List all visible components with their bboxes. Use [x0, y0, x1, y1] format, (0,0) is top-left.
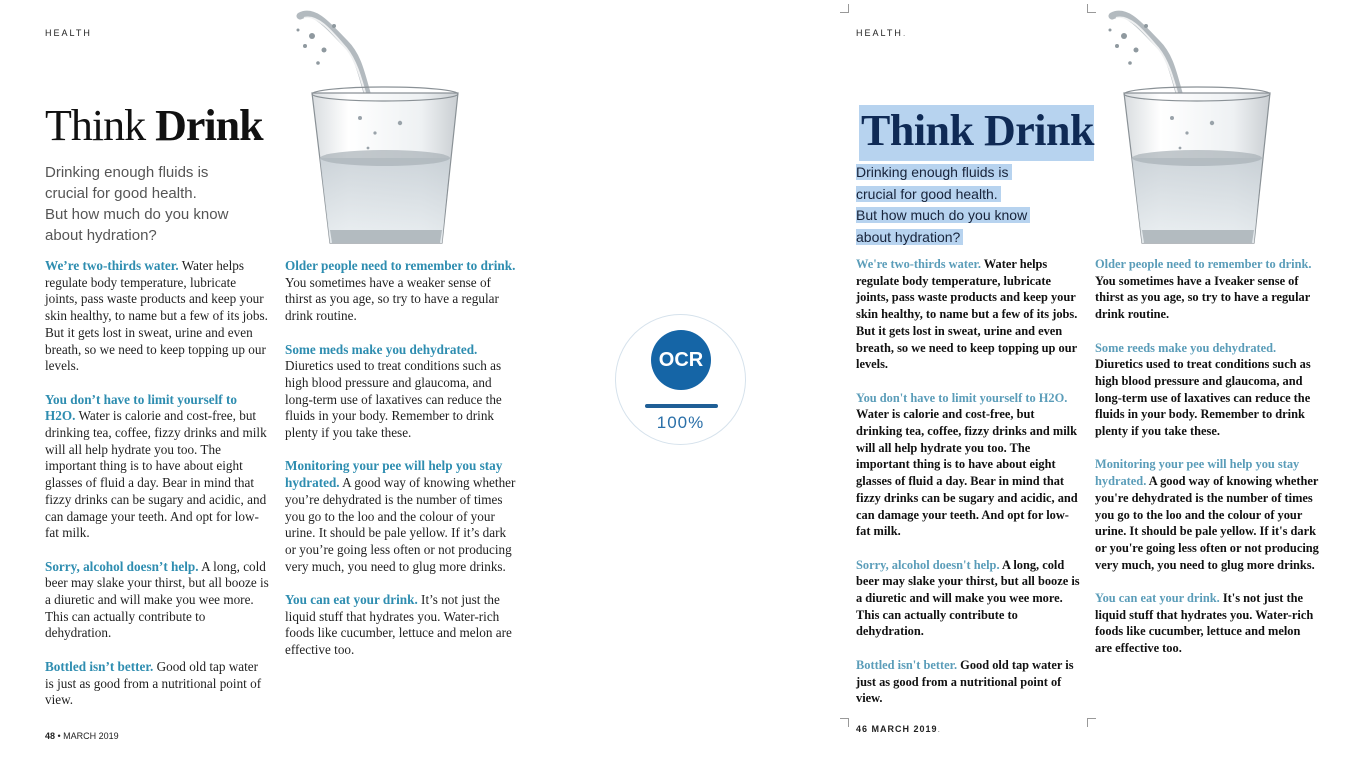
- footer-separator: •: [55, 731, 64, 741]
- page-footer: 46 MARCH 2019.: [856, 724, 942, 734]
- water-glass-image: [290, 8, 480, 253]
- intro-text: [45, 162, 265, 246]
- ocr-result-page[interactable]: [840, 0, 1359, 761]
- paragraph[interactable]: [856, 256, 1081, 373]
- water-glass-image: [1102, 8, 1292, 253]
- section-label: HEALTH.: [856, 28, 908, 38]
- selected-title-text[interactable]: Think Drink: [859, 105, 1094, 161]
- paragraph-body: Water helps regulate body temperature, lubricate joints, pass waste products and keep your skin healthy, to name but a few of its jobs. But it gets lost in sweat, urine and even breath, so we need to keep topping up our levels.: [856, 257, 1078, 372]
- ocr-progress-text: 100%: [656, 413, 705, 432]
- paragraph-heading: Some reeds make you dehydrated.: [1095, 340, 1277, 355]
- paragraph-body: A good way of knowing whether you’re dehydrated is the number of times you go to the loo and the colour of your urine. It should be pale yellow. If it’s dark or you’re going less often or not producing very much, you need to glug more drinks.: [285, 475, 516, 574]
- paragraph[interactable]: [1095, 340, 1320, 440]
- paragraph: [285, 258, 517, 325]
- paragraph-body: Diuretics used to treat conditions such as high blood pressure and glaucoma, and long-term use of laxatives can reduce the fluids in your body. Remember to drink plenty if you take these.: [285, 358, 502, 441]
- title-light: Think: [45, 101, 146, 150]
- paragraph: [285, 458, 517, 575]
- ocr-icon: OCR: [651, 330, 711, 390]
- intro-line: But how much do you know: [45, 206, 229, 223]
- paragraph-heading: Sorry, alcohol doesn't help.: [856, 557, 1000, 572]
- paragraph-heading: Monitoring your pee will help you stay hydrated.: [1095, 457, 1300, 489]
- paragraph-heading: Bottled isn’t better.: [45, 658, 154, 674]
- paragraph-heading: Older people need to remember to drink.: [285, 258, 516, 273]
- paragraph-body: A good way of knowing whether you're dehydrated is the number of times you go to the loo and the colour of your urine. It should be pale yellow. If it's dark or you're going less often or not producing very much, you need to glug more drinks.: [1095, 474, 1319, 572]
- page-title: [45, 100, 263, 151]
- intro-line[interactable]: Drinking enough fluids is: [856, 164, 1012, 180]
- paragraph-heading: You don't have to limit yourself to H2O.: [856, 390, 1068, 405]
- section-text: HEALTH: [856, 28, 903, 38]
- paragraph-body: You sometimes have a weaker sense of thirst as you age, so try to have a regular drink routine.: [285, 274, 499, 324]
- crop-mark-icon: [840, 4, 849, 13]
- paragraph[interactable]: [1095, 456, 1320, 573]
- paragraph-heading: We're two-thirds water.: [856, 257, 981, 271]
- paragraph[interactable]: [856, 390, 1081, 540]
- paragraph-body: Good old tap water is just as good from a nutritional point of view.: [856, 657, 1074, 706]
- page-footer: [45, 731, 119, 741]
- crop-mark-icon: [1087, 718, 1096, 727]
- intro-line: crucial for good health.: [45, 185, 197, 202]
- title-bold: Drink: [155, 101, 263, 150]
- footer-text: 46 MARCH 2019: [856, 724, 938, 734]
- paragraph-body: Water is calorie and cost-free, but drinking tea, coffee, fizzy drinks and milk will all help hydrate you too. The important thing is to have about eight glasses of fluid a day. Bear in mind that fizzy drinks can be sugary and acidic, and can damage your teeth. And opt for low-fat milk.: [856, 407, 1078, 539]
- paragraph-body: Good old tap water is just as good from a nutritional point of view.: [45, 658, 262, 708]
- paragraph-body: A long, cold beer may slake your thirst, but all booze is a diuretic and will make you wee more. This can actually contribute to dehydration.: [856, 557, 1080, 639]
- paragraph-heading: We’re two-thirds water.: [45, 258, 179, 273]
- ocr-column-1[interactable]: [856, 256, 1081, 724]
- paragraph-heading: Monitoring your pee will help you stay hydrated.: [285, 458, 503, 491]
- paragraph[interactable]: [856, 557, 1081, 641]
- crop-mark-icon: [1087, 4, 1096, 13]
- section-label: HEALTH: [45, 28, 92, 38]
- issue-date: MARCH 2019: [63, 731, 119, 741]
- paragraph-body: It’s not just the liquid stuff that hydrates you. Water-rich foods like cucumber, lettuce and melon are effective too.: [285, 592, 512, 658]
- paragraph-heading: You can eat your drink.: [285, 592, 418, 608]
- ocr-column-2[interactable]: [1095, 256, 1320, 674]
- paragraph-heading: You don’t have to limit yourself to H2O.: [45, 391, 237, 424]
- intro-line[interactable]: about hydration?: [856, 229, 963, 245]
- paragraph-heading: You can eat your drink.: [1095, 591, 1220, 606]
- intro-line: Drinking enough fluids is: [45, 164, 209, 181]
- original-page: [0, 0, 560, 761]
- paragraph-heading: Sorry, alcohol doesn’t help.: [45, 558, 199, 574]
- intro-line: about hydration?: [45, 227, 157, 244]
- paragraph: [45, 258, 270, 375]
- paragraph[interactable]: [1095, 590, 1320, 657]
- selected-intro-text[interactable]: [856, 162, 1030, 248]
- paragraph: [45, 659, 270, 709]
- paragraph[interactable]: [856, 657, 1081, 707]
- paragraph: [285, 342, 517, 442]
- page-number: 48: [45, 731, 56, 741]
- paragraph-body: Water is calorie and cost-free, but drinking tea, coffee, fizzy drinks and milk will all help hydrate you too. The important thing is to have about eight glasses of fluid a day. Bear in mind that fizzy drinks can be sugary and acidic, and can damage your teeth. And opt for low-fat milk.: [45, 408, 267, 541]
- paragraph-body: Water helps regulate body temperature, lubricate joints, pass waste products and keep your skin healthy, to name but a few of its jobs. But it gets lost in sweat, urine and even breath, so we need to keep topping up our levels.: [45, 258, 268, 374]
- paragraph-body: It's not just the liquid stuff that hydrates you. Water-rich foods like cucumber, lettuce and melon are effective too.: [1095, 591, 1314, 656]
- intro-line[interactable]: crucial for good health.: [856, 186, 1001, 202]
- ocr-progress-badge: [615, 314, 746, 445]
- paragraph-heading: Some meds make you dehydrated.: [285, 341, 478, 357]
- paragraph-heading: Bottled isn't better.: [856, 657, 958, 672]
- paragraph: [45, 559, 270, 643]
- ocr-progress-bar: [645, 404, 718, 408]
- article-column-2: [285, 258, 517, 676]
- intro-line[interactable]: But how much do you know: [856, 207, 1030, 223]
- paragraph-body: Diuretics used to treat conditions such as high blood pressure and glaucoma, and long-term use of laxatives can reduce the fluids in your body. Remember to drink plenty if you take these.: [1095, 357, 1311, 439]
- article-column-1: [45, 258, 270, 726]
- paragraph-heading: Older people need to remember to drink.: [1095, 257, 1312, 271]
- paragraph: [45, 392, 270, 542]
- paragraph-body: You sometimes have a Iveaker sense of thirst as you age, so try to have a regular drink routine.: [1095, 273, 1310, 322]
- paragraph: [285, 592, 517, 659]
- paragraph-body: A long, cold beer may slake your thirst, but all booze is a diuretic and will make you wee more. This can actually contribute to dehydration.: [45, 558, 269, 641]
- paragraph[interactable]: [1095, 256, 1320, 323]
- crop-mark-icon: [840, 718, 849, 727]
